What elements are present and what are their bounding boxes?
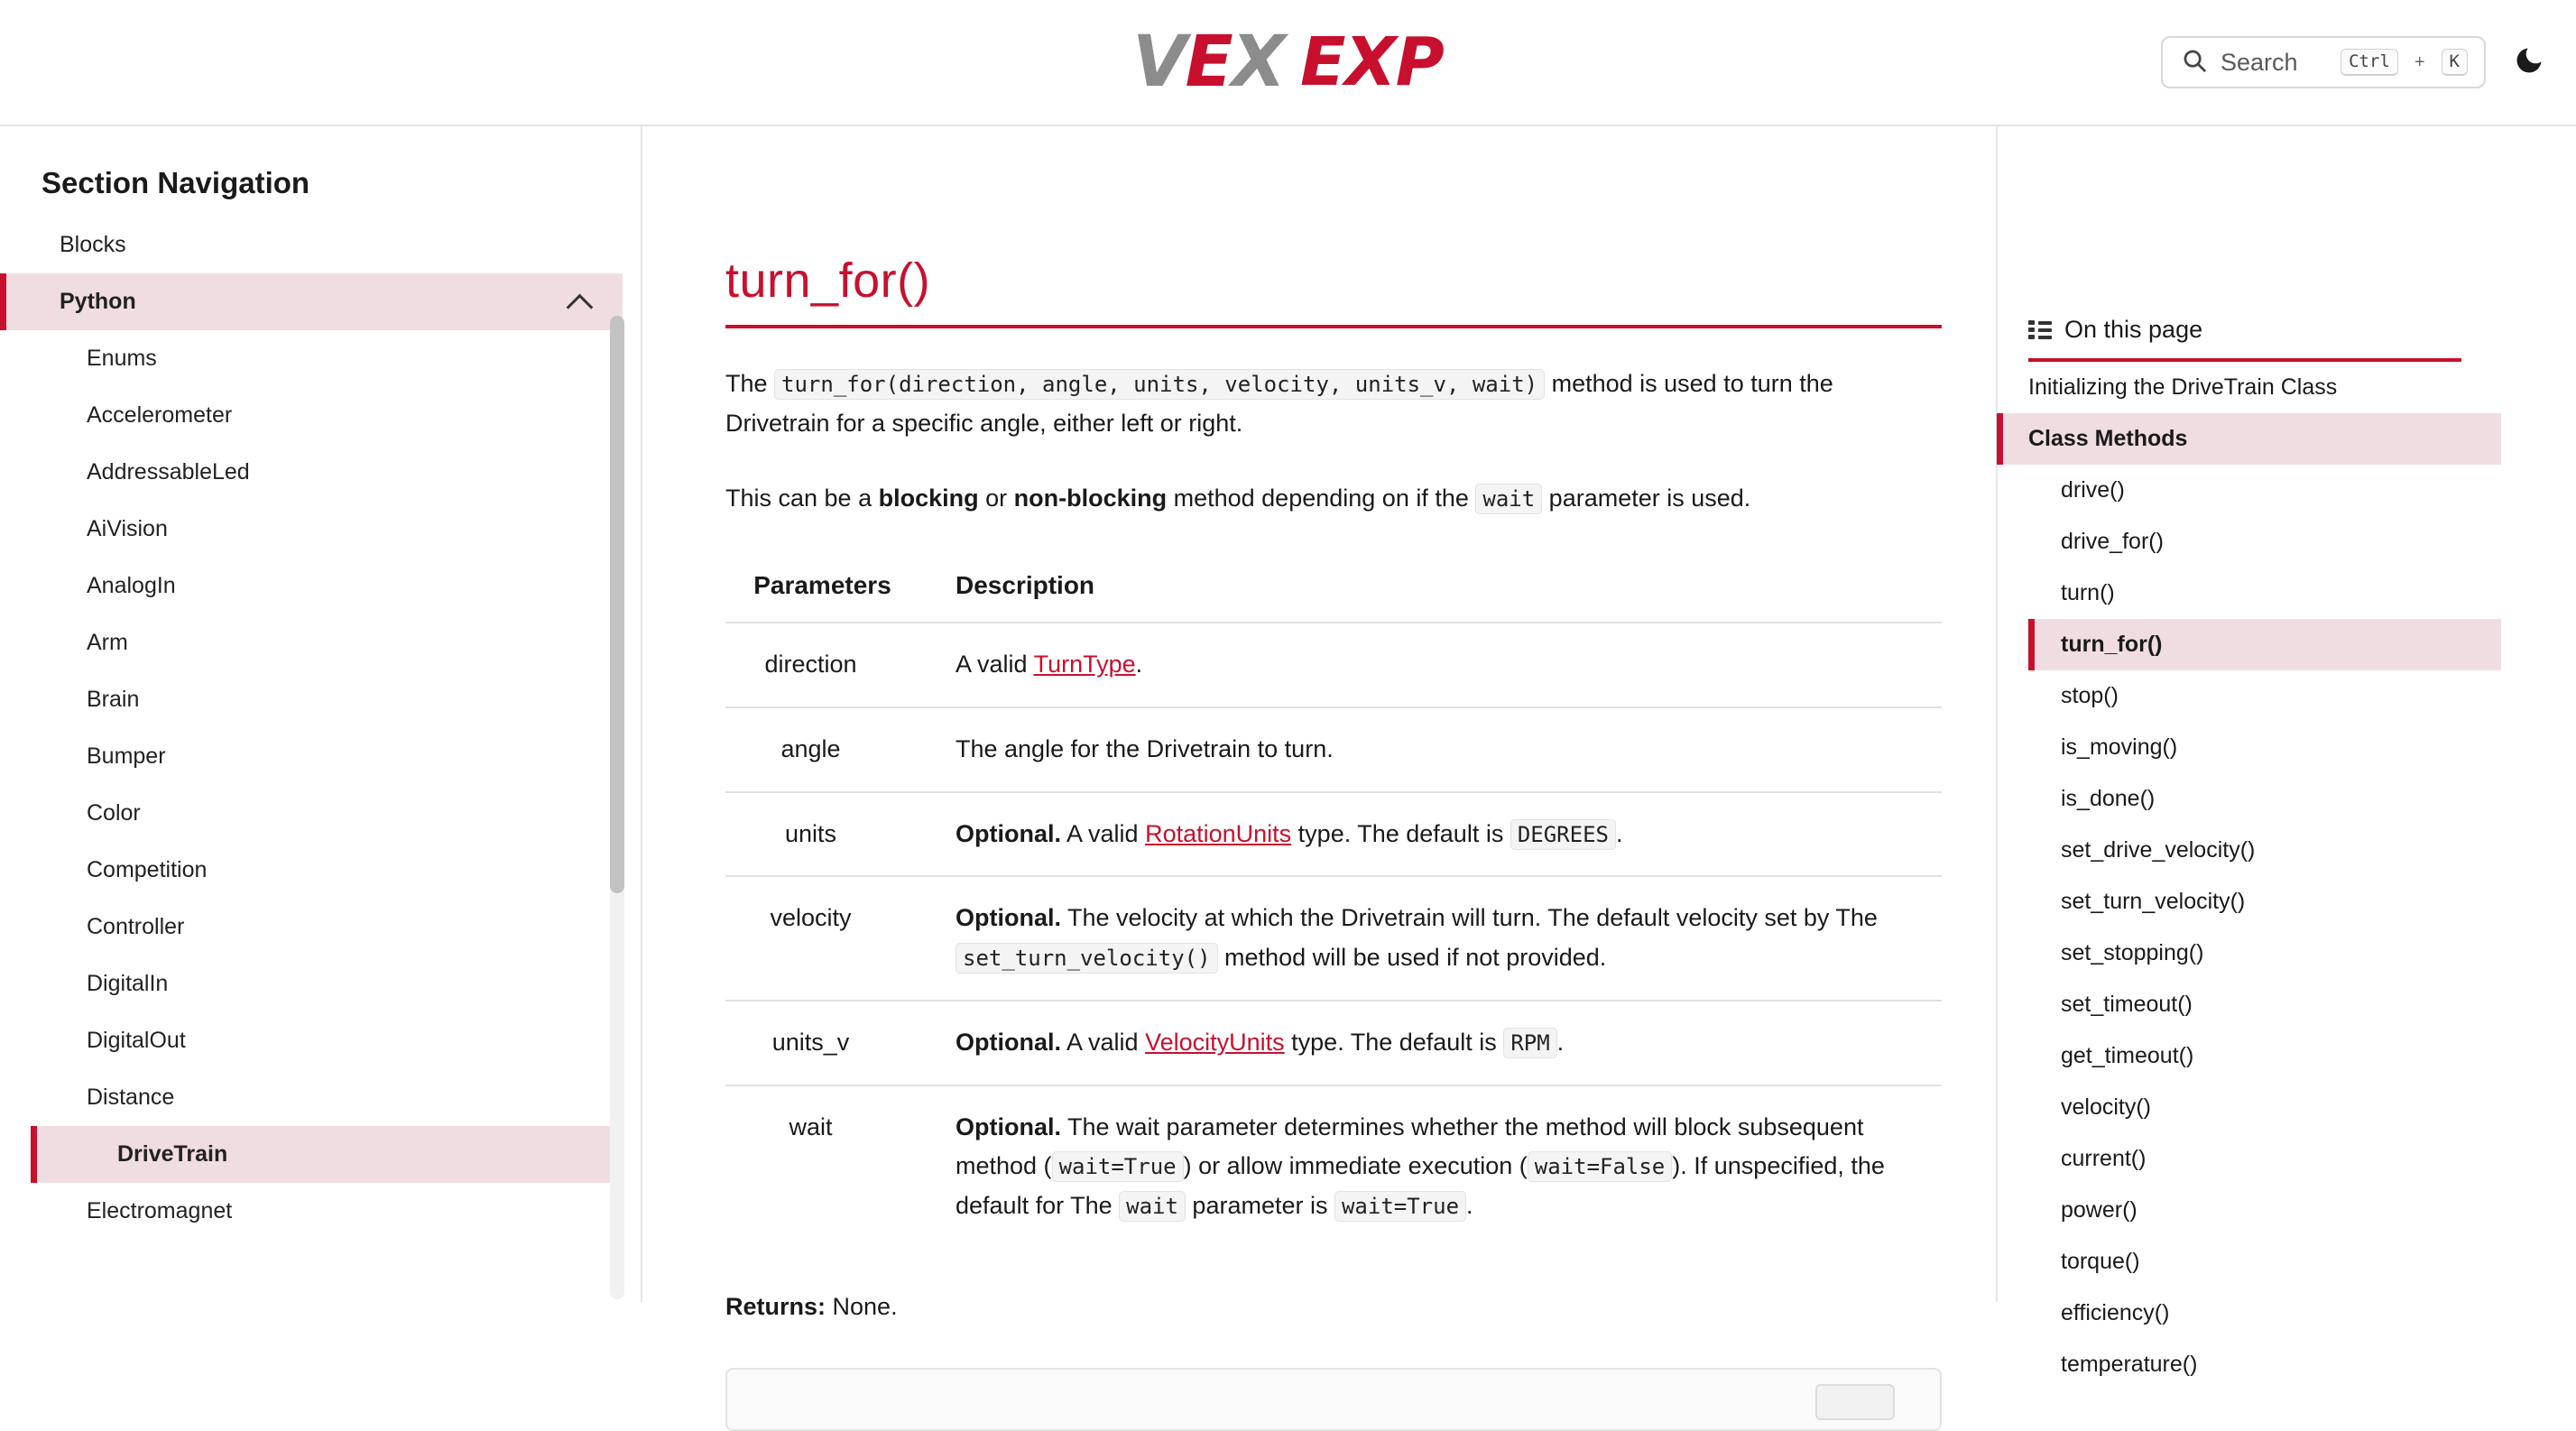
table-row [725, 1085, 1942, 1248]
blocking-paragraph [725, 479, 1942, 519]
blocking-text-pre: This can be a [725, 485, 879, 512]
param-desc-direction: A valid TurnType. [919, 623, 1942, 707]
sidebar-item-analogin[interactable]: AnalogIn [87, 573, 176, 598]
method-signature-code: turn_for(direction, angle, units, velocity, units_v, wait) [774, 369, 1545, 400]
section-navigation-sidebar [0, 126, 642, 1302]
sidebar-item-brain[interactable]: Brain [87, 687, 140, 712]
sidebar-scrollbar-thumb[interactable] [610, 316, 624, 893]
code-wait-true-2: wait=True [1334, 1191, 1466, 1222]
list-icon [2028, 320, 2052, 340]
sidebar-item-drivetrain[interactable]: DriveTrain [31, 1126, 623, 1183]
sidebar-item-controller[interactable]: Controller [87, 914, 185, 939]
toc-item-torque[interactable]: torque() [2061, 1249, 2140, 1274]
sidebar-item-competition[interactable]: Competition [87, 857, 208, 882]
sidebar-item-enums[interactable]: Enums [87, 346, 157, 371]
units-text-2: type. The default is [1291, 819, 1510, 847]
sidebar-title: Section Navigation [42, 166, 310, 199]
code-set-turn-velocity: set_turn_velocity() [956, 943, 1218, 974]
intro-text-pre: The [725, 370, 775, 397]
sidebar-item-color[interactable]: Color [87, 800, 141, 826]
page-title: turn_for() [725, 253, 1942, 328]
returns-line [725, 1293, 1942, 1321]
logo-vex-accent-letter: E [1185, 22, 1232, 103]
sidebar-item-python[interactable] [0, 273, 623, 330]
toc-item-turn-for[interactable]: turn_for() [2028, 619, 2501, 670]
sidebar-item-aivision[interactable]: AiVision [87, 516, 168, 541]
unitsv-text-3: . [1556, 1028, 1565, 1056]
code-wait-false: wait=False [1528, 1151, 1673, 1182]
toc-item-class-methods[interactable]: Class Methods [1997, 413, 2501, 465]
page-body [0, 126, 2576, 1377]
wait-text-4: parameter is [1185, 1192, 1334, 1220]
toc-item-set-turn-velocity[interactable]: set_turn_velocity() [2061, 889, 2246, 914]
velocity-text-2: method will be used if not provided. [1217, 944, 1607, 972]
optional-label: Optional. [956, 1028, 1061, 1056]
toc-item-is-moving[interactable]: is_moving() [2061, 734, 2178, 760]
sidebar-item-arm[interactable]: Arm [87, 630, 128, 655]
toc-item-power[interactable]: power() [2061, 1197, 2137, 1223]
wait-text-2: ) or allow immediate execution ( [1183, 1152, 1528, 1180]
sidebar-item-distance[interactable]: Distance [87, 1085, 175, 1110]
param-name-direction: direction [725, 623, 919, 707]
velocity-text-1: The velocity at which the Drivetrain will turn. The default velocity set by The [1061, 904, 1878, 932]
sidebar-item-blocks[interactable]: Blocks [60, 232, 126, 257]
returns-value: None. [826, 1292, 898, 1320]
vex-exp-logo[interactable] [1132, 22, 1444, 103]
parameters-table [725, 571, 1942, 1248]
param-desc-angle: The angle for the Drivetrain to turn. [919, 707, 1942, 792]
search-button[interactable] [2161, 36, 2486, 88]
wait-text-5: . [1466, 1192, 1473, 1220]
sidebar-item-bumper[interactable]: Bumper [87, 743, 166, 769]
table-row [725, 792, 1942, 877]
search-input-placeholder: Search [2221, 48, 2298, 76]
moon-icon[interactable] [2513, 44, 2545, 81]
toc-item-efficiency[interactable]: efficiency() [2061, 1300, 2170, 1325]
sidebar-item-addressableled[interactable]: AddressableLed [87, 459, 250, 485]
blocking-text-mid: or [978, 485, 1014, 512]
table-row [725, 623, 1942, 707]
column-header-parameters: Parameters [753, 571, 891, 600]
unitsv-text-2: type. The default is [1284, 1028, 1504, 1056]
table-row [725, 876, 1942, 1000]
non-blocking-bold: non-blocking [1013, 485, 1168, 512]
sidebar-item-digitalin[interactable]: DigitalIn [87, 971, 169, 996]
toc-item-velocity[interactable]: velocity() [2061, 1094, 2152, 1120]
code-example-block [725, 1368, 1942, 1431]
optional-label: Optional. [956, 819, 1061, 847]
chevron-up-icon [568, 291, 592, 314]
toc-item-set-drive-velocity[interactable]: set_drive_velocity() [2061, 837, 2256, 863]
code-degrees: DEGREES [1510, 819, 1616, 850]
param-desc-units-v [919, 1001, 1942, 1085]
unitsv-text-1: A valid [1061, 1028, 1146, 1056]
table-row [725, 707, 1942, 792]
sidebar-item-python-label: Python [60, 289, 136, 314]
copy-code-button[interactable] [1815, 1384, 1895, 1420]
code-wait: wait [1119, 1191, 1186, 1222]
toc-item-set-stopping[interactable]: set_stopping() [2061, 940, 2204, 965]
toc-item-is-done[interactable]: is_done() [2061, 786, 2156, 811]
parameters-table-head [725, 571, 1942, 623]
column-header-description: Description [956, 571, 1095, 600]
main-content [642, 126, 1996, 1320]
header-right-controls [2161, 36, 2545, 88]
toc-heading [2028, 316, 2461, 362]
toc-item-drive[interactable]: drive() [2061, 477, 2125, 503]
toc-item-stop[interactable]: stop() [2061, 683, 2119, 708]
param-name-units: units [725, 792, 919, 877]
logo-exp-text: EXP [1299, 23, 1444, 101]
wait-param-code: wait [1475, 484, 1542, 514]
toc-item-drive-for[interactable]: drive_for() [2061, 529, 2164, 554]
intro-text-post: method is used to turn the Drivetrain for a specific angle, either left or right. [725, 370, 1833, 437]
sidebar-list [0, 150, 641, 1240]
param-desc-units [919, 792, 1942, 877]
search-shortcut-key: K [2442, 49, 2468, 76]
toc-item-set-timeout[interactable]: set_timeout() [2061, 992, 2193, 1017]
param-desc-wait [919, 1085, 1942, 1248]
table-row [725, 1001, 1942, 1085]
site-header [0, 0, 2576, 126]
blocking-text-post: method depending on if the [1167, 485, 1476, 512]
param-name-units-v: units_v [725, 1001, 919, 1085]
link-turntype[interactable]: TurnType [1033, 651, 1136, 679]
sidebar-item-digitalout[interactable]: DigitalOut [87, 1028, 186, 1053]
wait-text-3: ). If unspecified, the default for The [956, 1152, 1885, 1220]
optional-label: Optional. [956, 1112, 1061, 1140]
intro-paragraph [725, 365, 1942, 443]
code-wait-true: wait=True [1052, 1151, 1184, 1182]
on-this-page-toc [1996, 126, 2501, 1377]
link-velocityunits[interactable]: VelocityUnits [1145, 1028, 1285, 1056]
link-rotationunits[interactable]: RotationUnits [1145, 819, 1292, 847]
toc-item-temperature[interactable]: temperature() [2061, 1352, 2198, 1377]
optional-label: Optional. [956, 904, 1061, 932]
blocking-text-end: parameter is used. [1542, 485, 1751, 512]
search-shortcut-ctrl: Ctrl [2341, 49, 2398, 76]
blocking-bold: blocking [878, 485, 979, 512]
sidebar-scrollbar-track[interactable] [610, 316, 624, 1299]
search-icon [2181, 47, 2208, 78]
returns-label: Returns: [725, 1292, 826, 1320]
wait-text-1: The wait parameter determines whether the method will block subsequent method ( [956, 1112, 1864, 1180]
toc-item-initializing-drivetrain-class[interactable]: Initializing the DriveTrain Class [2028, 374, 2338, 400]
units-text-3: . [1615, 819, 1623, 847]
table-header-row [725, 571, 1942, 623]
param-desc-velocity [919, 876, 1942, 1000]
sidebar-item-electromagnet[interactable]: Electromagnet [87, 1198, 233, 1223]
toc-item-get-timeout[interactable]: get_timeout() [2061, 1043, 2194, 1068]
sidebar-item-accelerometer[interactable]: Accelerometer [87, 402, 233, 428]
units-text-1: A valid [1061, 819, 1146, 847]
logo-vex-text: VEX [1132, 22, 1284, 103]
code-rpm: RPM [1503, 1028, 1556, 1058]
search-shortcut-plus: + [2414, 51, 2425, 72]
param-name-angle: angle [725, 707, 919, 792]
parameters-table-body [725, 623, 1942, 1248]
param-name-wait: wait [725, 1085, 919, 1248]
param-name-velocity: velocity [725, 876, 919, 1000]
toc-item-turn[interactable]: turn() [2061, 580, 2115, 605]
toc-heading-label: On this page [2064, 316, 2203, 343]
toc-item-current[interactable]: current() [2061, 1146, 2147, 1171]
